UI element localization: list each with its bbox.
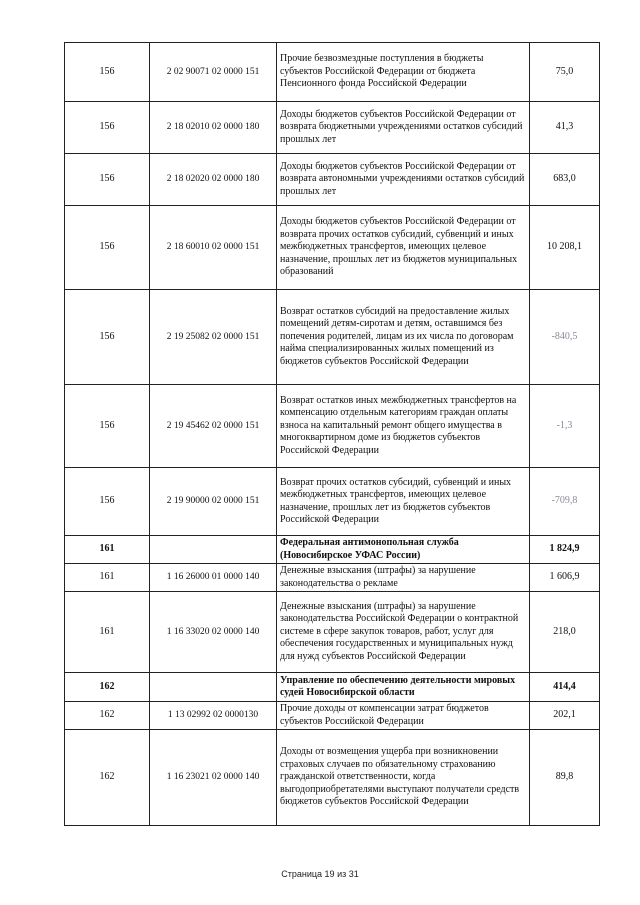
admin-code-cell: 161 (65, 536, 150, 564)
admin-code-cell: 156 (65, 468, 150, 536)
budget-code-cell: 2 19 90000 02 0000 151 (150, 468, 277, 536)
budget-code-cell: 1 13 02992 02 0000130 (150, 702, 277, 730)
revenue-name-cell: Доходы бюджетов субъектов Российской Федерации от возврата прочих остатков субсидий, субвенций и иных межбюджетных трансфертов, имеющих целевое назначение, прошлых лет из бюджетов муниципальных образований (277, 206, 530, 290)
admin-code-cell: 156 (65, 290, 150, 385)
revenue-name-cell: Доходы от возмещения ущерба при возникновении страховых случаев по обязательному страхованию гражданской ответственности, когда выгодоприобретателями выступают получатели средств бюджетов субъектов Российской Федерации (277, 730, 530, 826)
amount-cell: 202,1 (530, 702, 600, 730)
amount-cell: -709,8 (530, 468, 600, 536)
revenue-name-cell: Доходы бюджетов субъектов Российской Федерации от возврата бюджетными учреждениями остатков субсидий прошлых лет (277, 102, 530, 154)
budget-code-cell: 1 16 33020 02 0000 140 (150, 592, 277, 673)
revenue-name-cell: Доходы бюджетов субъектов Российской Федерации от возврата автономными учреждениями остатков субсидий прошлых лет (277, 154, 530, 206)
table-row (65, 290, 600, 385)
amount-cell: 75,0 (530, 43, 600, 102)
amount-cell: 414,4 (530, 673, 600, 702)
revenue-name-cell: Денежные взыскания (штрафы) за нарушение законодательства о рекламе (277, 564, 530, 592)
revenue-name-cell: Возврат прочих остатков субсидий, субвенций и иных межбюджетных трансфертов, имеющих целевое назначение, прошлых лет из бюджетов субъектов Российской Федерации (277, 468, 530, 536)
table-row (65, 702, 600, 730)
budget-code-cell: 2 19 25082 02 0000 151 (150, 290, 277, 385)
admin-code-cell: 162 (65, 730, 150, 826)
page-number: Страница 19 из 31 (281, 869, 359, 879)
revenue-name-cell: Возврат остатков субсидий на предоставление жилых помещений детям-сиротам и детям, оставшимся без попечения родителей, лицам из их числа по договорам найма специализированных жилых помещений из бюджетов субъектов Российской Федерации (277, 290, 530, 385)
amount-cell: 218,0 (530, 592, 600, 673)
revenue-table (64, 42, 600, 826)
budget-code-cell: 2 18 02020 02 0000 180 (150, 154, 277, 206)
table-row (65, 468, 600, 536)
amount-cell: 1 824,9 (530, 536, 600, 564)
table-row (65, 592, 600, 673)
budget-code-cell: 2 18 02010 02 0000 180 (150, 102, 277, 154)
budget-code-cell (150, 536, 277, 564)
budget-code-cell: 1 16 26000 01 0000 140 (150, 564, 277, 592)
budget-code-cell: 2 18 60010 02 0000 151 (150, 206, 277, 290)
budget-code-cell: 1 16 23021 02 0000 140 (150, 730, 277, 826)
table-row (65, 154, 600, 206)
amount-cell: -1,3 (530, 385, 600, 468)
admin-code-cell: 156 (65, 206, 150, 290)
admin-code-cell: 156 (65, 102, 150, 154)
budget-code-cell (150, 673, 277, 702)
revenue-name-cell: Прочие безвозмездные поступления в бюджеты субъектов Российской Федерации от бюджета Пенсионного фонда Российской Федерации (277, 43, 530, 102)
revenue-name-cell: Федеральная антимонопольная служба (Новосибирское УФАС России) (277, 536, 530, 564)
admin-code-cell: 156 (65, 154, 150, 206)
revenue-name-cell: Прочие доходы от компенсации затрат бюджетов субъектов Российской Федерации (277, 702, 530, 730)
table-row (65, 206, 600, 290)
admin-code-cell: 162 (65, 702, 150, 730)
table-row-section-header (65, 536, 600, 564)
revenue-name-cell: Денежные взыскания (штрафы) за нарушение законодательства Российской Федерации о контрактной системе в сфере закупок товаров, работ, услуг для обеспечения государственных и муниципальных нужд для нужд субъектов Российской Федерации (277, 592, 530, 673)
amount-cell: 89,8 (530, 730, 600, 826)
amount-cell: 683,0 (530, 154, 600, 206)
amount-cell: -840,5 (530, 290, 600, 385)
admin-code-cell: 161 (65, 592, 150, 673)
table-row (65, 43, 600, 102)
table-row (65, 730, 600, 826)
admin-code-cell: 162 (65, 673, 150, 702)
revenue-name-cell: Управление по обеспечению деятельности мировых судей Новосибирской области (277, 673, 530, 702)
table-row (65, 385, 600, 468)
table-row (65, 102, 600, 154)
admin-code-cell: 156 (65, 385, 150, 468)
budget-code-cell: 2 19 45462 02 0000 151 (150, 385, 277, 468)
admin-code-cell: 156 (65, 43, 150, 102)
revenue-name-cell: Возврат остатков иных межбюджетных трансфертов на компенсацию отдельным категориям граждан оплаты взноса на капитальный ремонт общего имущества в многоквартирном доме из бюджетов субъектов Российской Федерации (277, 385, 530, 468)
budget-code-cell: 2 02 90071 02 0000 151 (150, 43, 277, 102)
admin-code-cell: 161 (65, 564, 150, 592)
table-row-section-header (65, 673, 600, 702)
amount-cell: 10 208,1 (530, 206, 600, 290)
table-row (65, 564, 600, 592)
amount-cell: 1 606,9 (530, 564, 600, 592)
amount-cell: 41,3 (530, 102, 600, 154)
